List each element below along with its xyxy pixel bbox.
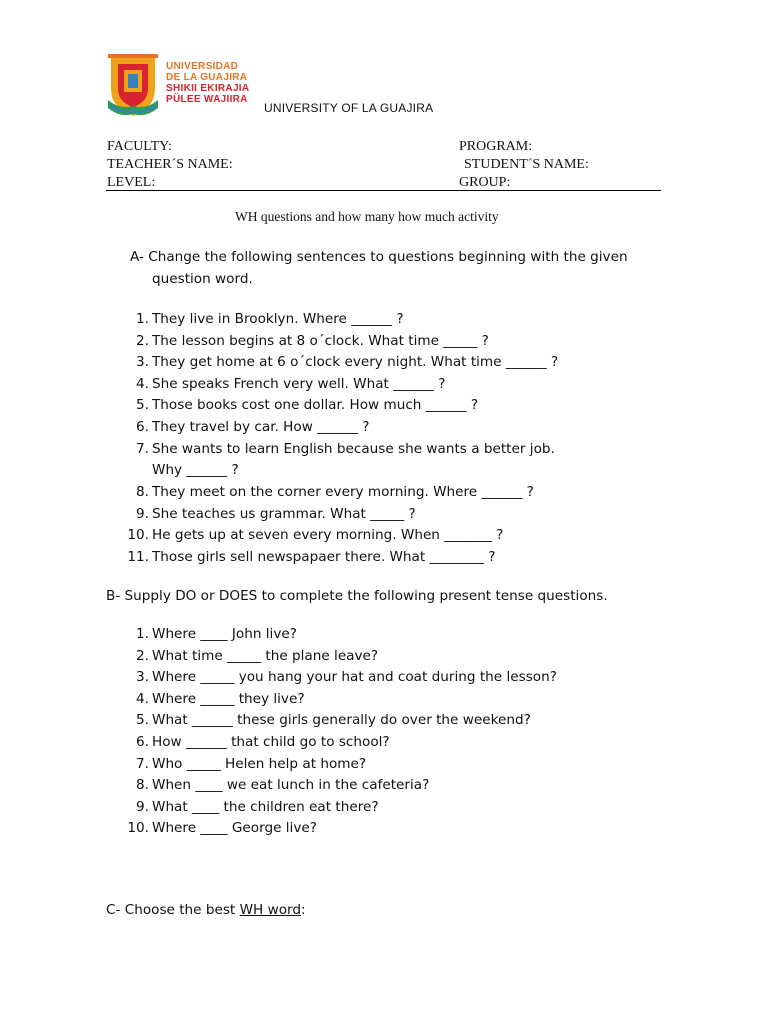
item-text: She teaches us grammar. What _____ ? — [152, 505, 416, 522]
item-text: What time _____ the plane leave? — [152, 647, 379, 664]
list-item — [127, 439, 558, 482]
item-number: 4. — [136, 375, 149, 392]
list-item — [127, 417, 558, 439]
logo-line-3: SHIKII EKIRAJIA — [166, 83, 250, 94]
list-item — [127, 309, 558, 331]
item-number: 6. — [136, 418, 149, 435]
item-number: 9. — [136, 798, 149, 815]
item-number: 3. — [136, 669, 149, 686]
list-item — [127, 482, 558, 504]
item-number: 10. — [127, 527, 149, 544]
list-item — [127, 689, 557, 711]
item-text: She speaks French very well. What ______ ? — [152, 375, 446, 392]
item-number: 8. — [136, 777, 149, 794]
item-number: 7. — [136, 755, 149, 772]
item-text: What ____ the children eat there? — [152, 798, 379, 815]
item-number: 1. — [136, 626, 149, 642]
logo-line-4: PÜLEE WAJIIRA — [166, 94, 248, 105]
item-text: When ____ we eat lunch in the cafeteria? — [152, 777, 430, 794]
item-number: 2. — [136, 332, 149, 349]
list-item — [127, 547, 558, 569]
item-number: 6. — [136, 733, 149, 750]
item-text: They meet on the corner every morning. Where ______ ? — [152, 483, 534, 500]
logo-wordmark — [166, 61, 249, 105]
item-number: 1. — [136, 311, 149, 327]
list-item — [127, 775, 557, 797]
section-a-list — [127, 309, 558, 568]
item-text: They travel by car. How ______ ? — [152, 418, 370, 435]
section-b-list — [127, 624, 557, 840]
list-item — [127, 352, 558, 374]
section-c-suffix: : — [301, 902, 306, 918]
student-name-label: STUDENT´S NAME: — [464, 157, 589, 172]
item-text-continued: Why ______ ? — [152, 462, 239, 479]
program-label: PROGRAM: — [459, 139, 533, 154]
item-number: 3. — [136, 354, 149, 371]
list-item — [127, 818, 557, 840]
item-number: 10. — [127, 820, 149, 837]
item-text: Where ____ John live? — [152, 626, 297, 642]
group-label: GROUP: — [459, 175, 511, 190]
item-text: How ______ that child go to school? — [152, 733, 390, 750]
item-text: Who _____ Helen help at home? — [152, 755, 367, 772]
section-a-line-1: A- Change the following sentences to questions beginning with the given — [130, 249, 628, 265]
list-item — [127, 525, 558, 547]
item-number: 7. — [136, 440, 149, 457]
university-logo — [108, 50, 158, 120]
list-item — [127, 331, 558, 353]
section-b-heading: B- Supply DO or DOES to complete the following present tense questions. — [106, 588, 608, 604]
list-item — [127, 797, 557, 819]
item-number: 9. — [136, 505, 149, 522]
list-item — [127, 732, 557, 754]
list-item — [127, 754, 557, 776]
teacher-name-label: TEACHER´S NAME: — [107, 157, 233, 172]
university-title: UNIVERSITY OF LA GUAJIRA — [264, 101, 434, 115]
faculty-label: FACULTY: — [107, 139, 172, 154]
item-text: Where ____ George live? — [152, 820, 317, 837]
item-text: Where _____ they live? — [152, 690, 305, 707]
list-item — [127, 710, 557, 732]
item-text: Those girls sell newspapaer there. What ________ ? — [152, 548, 496, 565]
item-text: Where _____ you hang your hat and coat during the lesson? — [152, 669, 557, 686]
item-text: The lesson begins at 8 o´clock. What time _____ ? — [152, 332, 489, 349]
list-item — [127, 667, 557, 689]
item-number: 8. — [136, 483, 149, 500]
section-c-prefix: C- Choose the best — [106, 902, 240, 918]
item-number: 5. — [136, 712, 149, 729]
item-text: They live in Brooklyn. Where ______ ? — [152, 311, 404, 327]
item-text: What ______ these girls generally do over the weekend? — [152, 712, 531, 729]
section-a-heading — [130, 246, 628, 290]
list-item — [127, 504, 558, 526]
list-item — [127, 646, 557, 668]
item-number: 4. — [136, 690, 149, 707]
item-text: They get home at 6 o´clock every night. What time ______ ? — [152, 354, 559, 371]
section-a-line-2: question word. — [152, 271, 253, 287]
item-number: 11. — [127, 548, 149, 565]
list-item — [127, 374, 558, 396]
activity-title: WH questions and how many how much activity — [235, 209, 499, 224]
item-text: He gets up at seven every morning. When _______ ? — [152, 527, 504, 544]
section-c-underlined: WH word — [239, 902, 301, 918]
level-label: LEVEL: — [107, 175, 156, 190]
item-number: 5. — [136, 397, 149, 414]
item-text: Those books cost one dollar. How much ______ ? — [152, 397, 479, 414]
item-number: 2. — [136, 647, 149, 664]
logo-line-2: DE LA GUAJIRA — [166, 72, 248, 83]
header-divider — [106, 190, 661, 191]
section-c-heading — [106, 899, 306, 921]
logo-line-1: UNIVERSIDAD — [166, 61, 239, 72]
list-item — [127, 395, 558, 417]
list-item — [127, 624, 557, 646]
item-text: She wants to learn English because she wants a better job. — [152, 440, 555, 457]
